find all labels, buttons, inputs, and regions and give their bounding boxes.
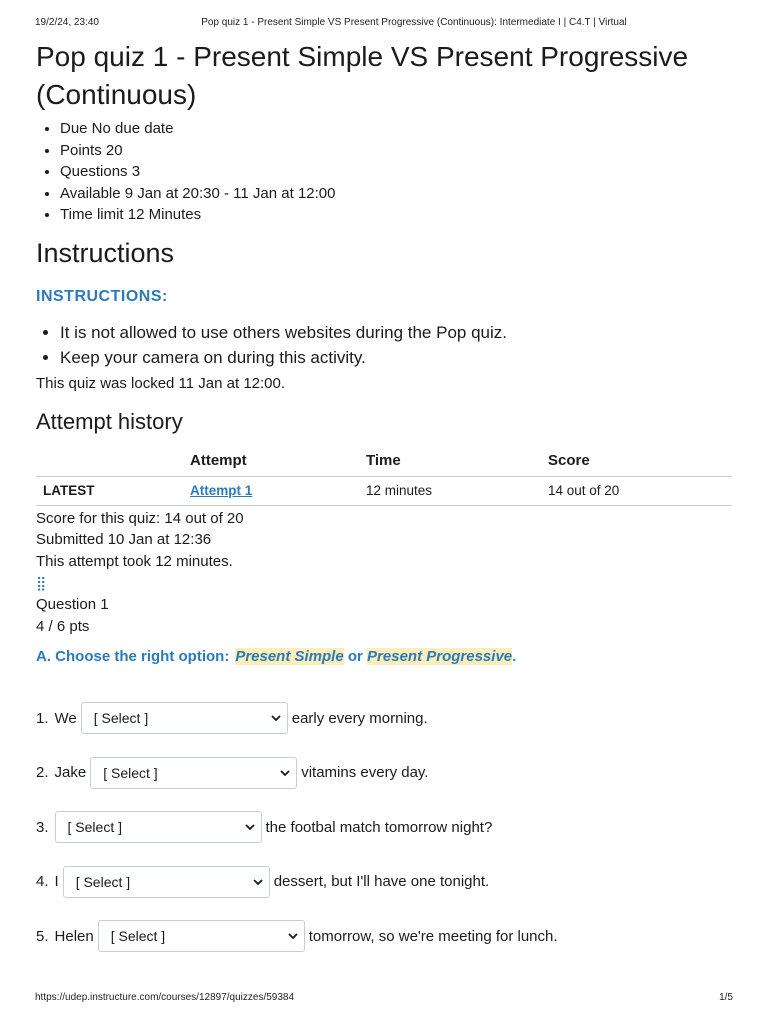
locked-notice: This quiz was locked 11 Jan at 12:00. bbox=[36, 374, 286, 392]
detail-questions: • Questions 3 bbox=[60, 161, 732, 183]
table-row bbox=[36, 476, 732, 505]
question-item bbox=[36, 865, 732, 920]
question-points: 4 / 6 pts bbox=[36, 617, 90, 635]
item-number: 5. bbox=[36, 927, 49, 945]
question-title: Question 1 bbox=[36, 596, 109, 613]
item-lead: I bbox=[54, 873, 59, 890]
attempt-summary bbox=[36, 508, 732, 573]
chevron-down-icon bbox=[252, 876, 264, 888]
select-value: [ Select ] bbox=[67, 819, 122, 835]
chevron-down-icon bbox=[244, 821, 256, 833]
answer-select[interactable] bbox=[98, 920, 305, 952]
print-footer bbox=[35, 992, 733, 1006]
detail-points: • Points 20 bbox=[60, 140, 732, 162]
latest-label: LATEST bbox=[36, 476, 190, 505]
instruction-connector: or bbox=[347, 648, 363, 665]
answer-select[interactable] bbox=[81, 702, 288, 734]
question-item bbox=[36, 810, 732, 865]
answer-select[interactable] bbox=[90, 757, 297, 789]
item-tail: the footbal match tomorrow night? bbox=[265, 818, 493, 836]
item-tail: dessert, but I'll have one tonight. bbox=[273, 873, 490, 890]
detail-time-limit: • Time limit 12 Minutes bbox=[60, 204, 732, 226]
item-number: 4. bbox=[36, 873, 49, 890]
table-header-attempt: Attempt bbox=[190, 452, 366, 477]
score-cell: 14 out of 20 bbox=[548, 476, 732, 505]
answer-select[interactable] bbox=[63, 866, 270, 898]
table-header-label bbox=[36, 452, 190, 477]
item-number: 1. bbox=[36, 709, 49, 727]
page-title: Pop quiz 1 - Present Simple VS Present Progressive (Continuous) bbox=[36, 41, 689, 110]
time-cell: 12 minutes bbox=[366, 476, 548, 505]
attempt-1-link[interactable]: Attempt 1 bbox=[190, 483, 253, 498]
print-page-number: 1/5 bbox=[719, 992, 733, 1003]
rule-item: • It is not allowed to use others websites during the Pop quiz. bbox=[60, 320, 732, 345]
chevron-down-icon bbox=[279, 767, 291, 779]
drag-handle-icon[interactable]: ⣿ bbox=[36, 575, 46, 591]
item-lead: We bbox=[54, 709, 77, 727]
instruction-prefix: A. Choose the right option: bbox=[36, 648, 230, 665]
instructions-title: Instructions bbox=[36, 237, 175, 268]
table-header-score: Score bbox=[548, 452, 732, 477]
question-item bbox=[36, 756, 732, 811]
table-header-row bbox=[36, 452, 732, 477]
chevron-down-icon bbox=[287, 930, 299, 942]
option-present-simple: Present Simple bbox=[235, 648, 344, 665]
item-tail: early every morning. bbox=[291, 709, 428, 727]
item-lead: Jake bbox=[54, 764, 87, 781]
select-value: [ Select ] bbox=[110, 928, 166, 944]
print-title: Pop quiz 1 - Present Simple VS Present Progressive (Continuous): Intermediate I | C4.T | Virtual bbox=[201, 17, 627, 28]
attempt-history-title: Attempt history bbox=[36, 408, 183, 434]
detail-due: • Due No due date bbox=[60, 118, 732, 140]
question-instruction bbox=[36, 647, 732, 667]
print-url: https://udep.instructure.com/courses/12897/quizzes/59384 bbox=[35, 992, 295, 1003]
summary-duration: This attempt took 12 minutes. bbox=[36, 552, 233, 570]
rule-item: • Keep your camera on during this activity. bbox=[60, 345, 732, 370]
chevron-down-icon bbox=[270, 712, 282, 724]
summary-score: Score for this quiz: 14 out of 20 bbox=[36, 509, 244, 527]
print-header bbox=[35, 17, 733, 31]
instruction-period: . bbox=[512, 648, 517, 665]
select-value: [ Select ] bbox=[75, 873, 131, 890]
summary-submitted: Submitted 10 Jan at 12:36 bbox=[36, 531, 212, 548]
question-header bbox=[36, 594, 732, 637]
question-item bbox=[36, 919, 732, 974]
attempt-history-table bbox=[36, 452, 732, 506]
select-value: [ Select ] bbox=[103, 764, 158, 781]
quiz-details bbox=[36, 118, 732, 226]
attempt-cell bbox=[190, 476, 366, 505]
option-present-progressive: Present Progressive bbox=[367, 648, 513, 665]
quiz-content bbox=[36, 38, 732, 974]
print-date: 19/2/24, 23:40 bbox=[35, 17, 99, 28]
item-tail: tomorrow, so we're meeting for lunch. bbox=[308, 927, 558, 945]
item-lead: Helen bbox=[54, 927, 94, 945]
instructions-heading: INSTRUCTIONS: bbox=[36, 287, 168, 305]
item-number: 3. bbox=[36, 818, 49, 836]
table-header-time: Time bbox=[366, 452, 548, 477]
question-item bbox=[36, 701, 732, 756]
detail-available: • Available 9 Jan at 20:30 - 11 Jan at 12:00 bbox=[60, 183, 732, 205]
select-value: [ Select ] bbox=[93, 710, 149, 726]
instructions-rules bbox=[36, 320, 732, 370]
item-tail: vitamins every day. bbox=[301, 764, 429, 781]
answer-select[interactable] bbox=[55, 811, 262, 843]
item-number: 2. bbox=[36, 764, 49, 781]
